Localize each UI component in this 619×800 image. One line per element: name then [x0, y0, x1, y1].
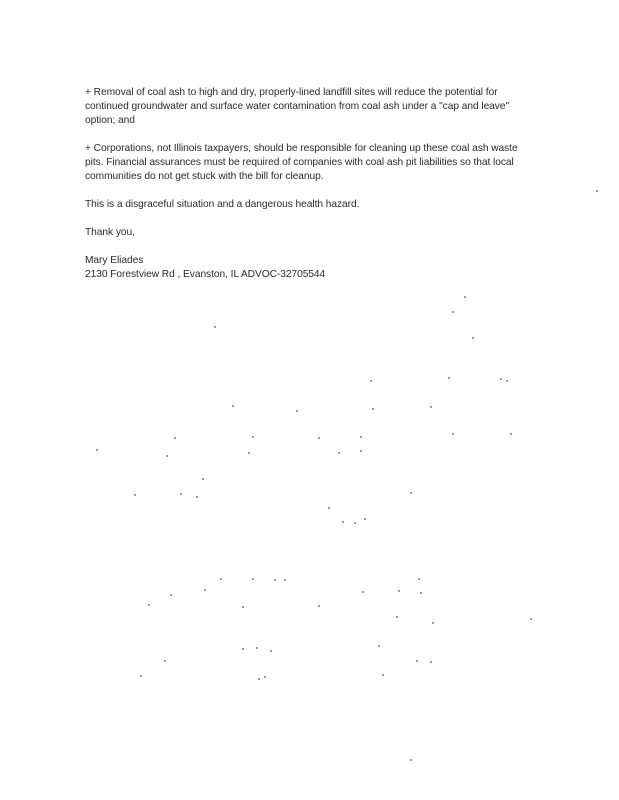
- scan-speck: [396, 616, 398, 618]
- scan-speck: [328, 507, 330, 509]
- scan-speck: [342, 521, 344, 523]
- scan-speck: [202, 478, 204, 480]
- scan-speck: [410, 492, 412, 494]
- scan-speck: [432, 622, 434, 624]
- paragraph-corporate-responsibility: + Corporations, not Illinois taxpayers, should be responsible for cleaning up these coal ash waste pits. Financial assurances must be required of companies with coal ash pit liabilities so that local communities do not get stuck with the bill for cleanup.: [85, 143, 518, 182]
- scan-speck: [596, 190, 598, 192]
- signature-address: 2130 Forestview Rd , Evanston, IL ADVOC-32705544: [85, 269, 326, 280]
- scan-speck: [252, 578, 254, 580]
- scan-speck: [242, 648, 244, 650]
- paragraph-health-hazard: This is a disgraceful situation and a dangerous health hazard.: [85, 199, 360, 210]
- scan-speck: [318, 437, 320, 439]
- scan-speck: [464, 296, 466, 298]
- scan-speck: [360, 450, 362, 452]
- scan-speck: [134, 494, 136, 496]
- scan-speck: [506, 380, 508, 382]
- scan-speck: [362, 591, 364, 593]
- scan-speck: [242, 606, 244, 608]
- scan-speck: [256, 647, 258, 649]
- scan-speck: [96, 449, 98, 451]
- scan-speck: [264, 676, 266, 678]
- scan-speck: [378, 645, 380, 647]
- scan-speck: [338, 452, 340, 454]
- scan-speck: [430, 406, 432, 408]
- scan-speck: [180, 493, 182, 495]
- scan-speck: [214, 326, 216, 328]
- scan-speck: [410, 759, 412, 761]
- scan-speck: [416, 660, 418, 662]
- scan-speck: [448, 377, 450, 379]
- scan-speck: [372, 408, 374, 410]
- scan-speck: [274, 579, 276, 581]
- scan-speck: [500, 378, 502, 380]
- paragraph-coal-ash-removal: + Removal of coal ash to high and dry, properly-lined landfill sites will reduce the potential for continued groundwater and surface water contamination from coal ash under a "cap and leave" option; and: [85, 87, 510, 126]
- closing-salutation: Thank you,: [85, 227, 135, 238]
- scan-speck: [510, 433, 512, 435]
- scan-speck: [452, 311, 454, 313]
- scan-speck: [430, 661, 432, 663]
- scan-speck: [164, 660, 166, 662]
- scan-speck: [318, 605, 320, 607]
- scan-speck: [354, 522, 356, 524]
- scan-speck: [174, 437, 176, 439]
- scan-speck: [370, 380, 372, 382]
- scan-speck: [232, 405, 234, 407]
- scan-speck: [170, 594, 172, 596]
- signature-block: [85, 254, 535, 282]
- scan-speck: [418, 578, 420, 580]
- scan-speck: [420, 592, 422, 594]
- scan-speck: [148, 604, 150, 606]
- scan-speck: [248, 452, 250, 454]
- scan-speck: [284, 579, 286, 581]
- signature-name: Mary Eliades: [85, 255, 144, 266]
- scan-speck: [530, 618, 532, 620]
- letter-body: [85, 86, 535, 282]
- scan-speck: [258, 678, 260, 680]
- scan-speck: [140, 675, 142, 677]
- scan-speck: [252, 436, 254, 438]
- scan-speck: [382, 674, 384, 676]
- scan-speck: [472, 337, 474, 339]
- scan-speck: [452, 433, 454, 435]
- scan-speck: [220, 578, 222, 580]
- scan-speck: [270, 650, 272, 652]
- scan-speck: [166, 455, 168, 457]
- scan-speck: [364, 518, 366, 520]
- scan-speck: [360, 436, 362, 438]
- scan-speck: [398, 590, 400, 592]
- scan-speck: [204, 589, 206, 591]
- scan-speck: [196, 496, 198, 498]
- scan-speck: [296, 410, 298, 412]
